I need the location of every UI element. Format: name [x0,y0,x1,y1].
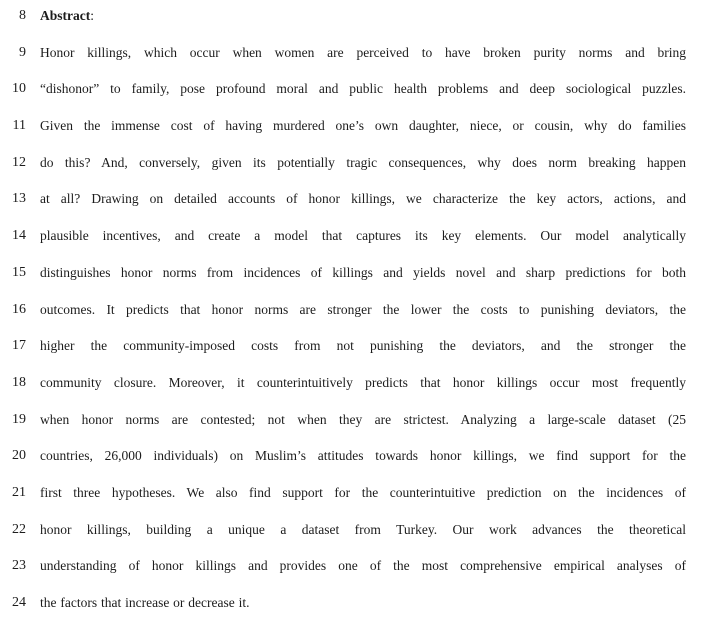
line-number: 22 [12,521,26,537]
line-text: do this? And, conversely, given its potentially tragic consequences, why does norm breaking happen [40,154,686,170]
abstract-heading-colon: : [90,8,95,23]
line-number: 13 [12,191,26,207]
document-line [0,264,712,301]
line-number: 11 [12,118,26,134]
line-text: distinguishes honor norms from incidences of killings and yields novel and sharp predictions for both [40,264,686,280]
document-line [0,117,712,154]
line-text: plausible incentives, and create a model that captures its key elements. Our model analytically [40,228,686,244]
line-text: countries, 26,000 individuals) on Muslim’s attitudes towards honor killings, we find support for the [40,448,686,464]
line-number: 15 [12,264,26,280]
line-text: first three hypotheses. We also find support for the counterintuitive prediction on the incidences of [40,484,686,500]
line-text: community closure. Moreover, it counterintuitively predicts that honor killings occur most frequently [40,374,686,390]
abstract-heading-label: Abstract [40,8,91,23]
line-number: 14 [12,228,26,244]
line-text: honor killings, building a unique a dataset from Turkey. Our work advances the theoretical [40,521,686,537]
document-line [0,557,712,594]
document-line [0,521,712,558]
line-text: Honor killings, which occur when women are perceived to have broken purity norms and bring [40,44,686,60]
line-text: understanding of honor killings and provides one of the most comprehensive empirical analyses of [40,558,686,574]
line-number: 18 [12,374,26,390]
line-text: the factors that increase or decrease it. [40,595,250,610]
document-line [0,44,712,81]
abstract-heading [40,7,686,25]
line-number: 9 [19,44,26,60]
document-line [0,227,712,264]
document-line [0,190,712,227]
line-number: 12 [12,154,26,170]
line-text: higher the community-imposed costs from not punishing the deviators, and the stronger the [40,338,686,354]
line-number: 16 [12,301,26,317]
document-line [0,7,712,44]
document-line [0,594,712,631]
line-number: 17 [12,338,26,354]
document-line [0,301,712,338]
line-number: 10 [12,81,26,97]
document-line [0,484,712,521]
line-number: 21 [12,484,26,500]
line-text: “dishonor” to family, pose profound moral and public health problems and deep sociological puzzles. [40,81,686,97]
document-line [0,80,712,117]
document-line [0,374,712,411]
document-line [0,411,712,448]
line-number: 19 [12,411,26,427]
line-text: when honor norms are contested; not when they are strictest. Analyzing a large-scale dataset (25 [40,411,686,427]
document-line [0,447,712,484]
document-line [0,337,712,374]
document-line [0,154,712,191]
line-text: at all? Drawing on detailed accounts of honor killings, we characterize the key actors, actions, and [40,191,686,207]
line-text: Given the immense cost of having murdered one’s own daughter, niece, or cousin, why do families [40,118,686,134]
line-number: 24 [12,595,26,610]
line-text: outcomes. It predicts that honor norms are stronger the lower the costs to punishing deviators, the [40,301,686,317]
line-number: 8 [19,8,26,23]
line-number: 20 [12,448,26,464]
line-number: 23 [12,558,26,574]
